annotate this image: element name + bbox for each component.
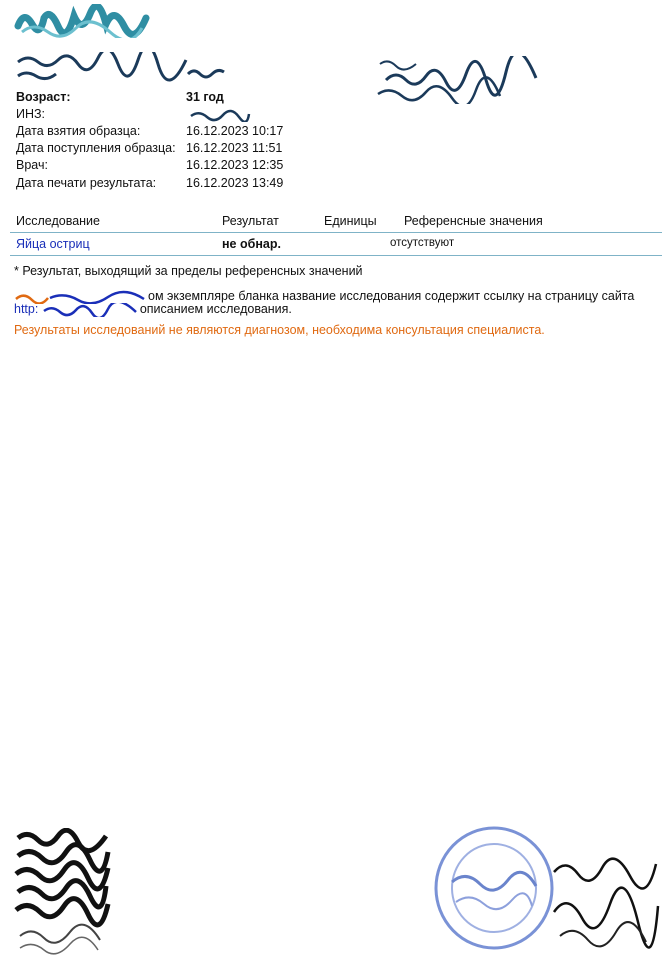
sample-received-label: Дата поступления образца: [16,141,176,155]
row-test-name[interactable]: Яйца остриц [16,237,90,251]
inz-row [16,106,251,122]
sample-taken-row [16,123,283,139]
site-link-prefix[interactable]: http: [14,302,39,316]
print-date-value: 16.12.2023 13:49 [186,176,284,190]
header-units: Единицы [324,214,377,228]
barcode-redacted [376,56,541,104]
link-note-line2 [14,302,292,317]
link-note-line2-text: описанием исследования. [139,302,292,316]
print-date-row [16,175,283,191]
header-result: Результат [222,214,279,228]
sample-taken-value: 16.12.2023 10:17 [186,124,284,138]
doctor-label: Врач: [16,158,48,172]
header-reference: Референсные значения [404,214,543,228]
patient-name-redacted [16,52,196,82]
doctor-value: 16.12.2023 12:35 [186,158,284,172]
stamp-redacted [432,822,556,954]
qr-code-redacted [14,828,112,956]
lab-logo [14,4,154,38]
inz-value-redacted [189,108,251,122]
age-value: 31 год [186,90,224,104]
inz-label: ИНЗ: [16,107,46,121]
age-row [16,89,224,105]
doctor-row [16,157,283,173]
table-header-divider [10,232,662,233]
age-label: Возраст: [16,90,71,104]
print-date-label: Дата печати результата: [16,176,157,190]
sample-received-row [16,140,282,156]
row-reference: отсутствуют [390,237,455,249]
sample-received-value: 16.12.2023 11:51 [186,141,283,155]
site-link-redacted[interactable] [42,303,140,317]
sample-taken-label: Дата взятия образца: [16,124,141,138]
header-test: Исследование [16,214,100,228]
link-note-line1-text: ом экземпляре бланка название исследования содержит ссылку на страницу сайта [148,289,635,303]
table-row-divider [10,255,662,256]
disclaimer: Результаты исследований не являются диагнозом, необходима консультация специалиста. [14,323,545,337]
patient-gender-redacted [186,66,226,80]
row-result: не обнар. [222,237,281,251]
footnote: * Результат, выходящий за пределы референсных значений [14,264,363,278]
signature-redacted [550,852,660,952]
